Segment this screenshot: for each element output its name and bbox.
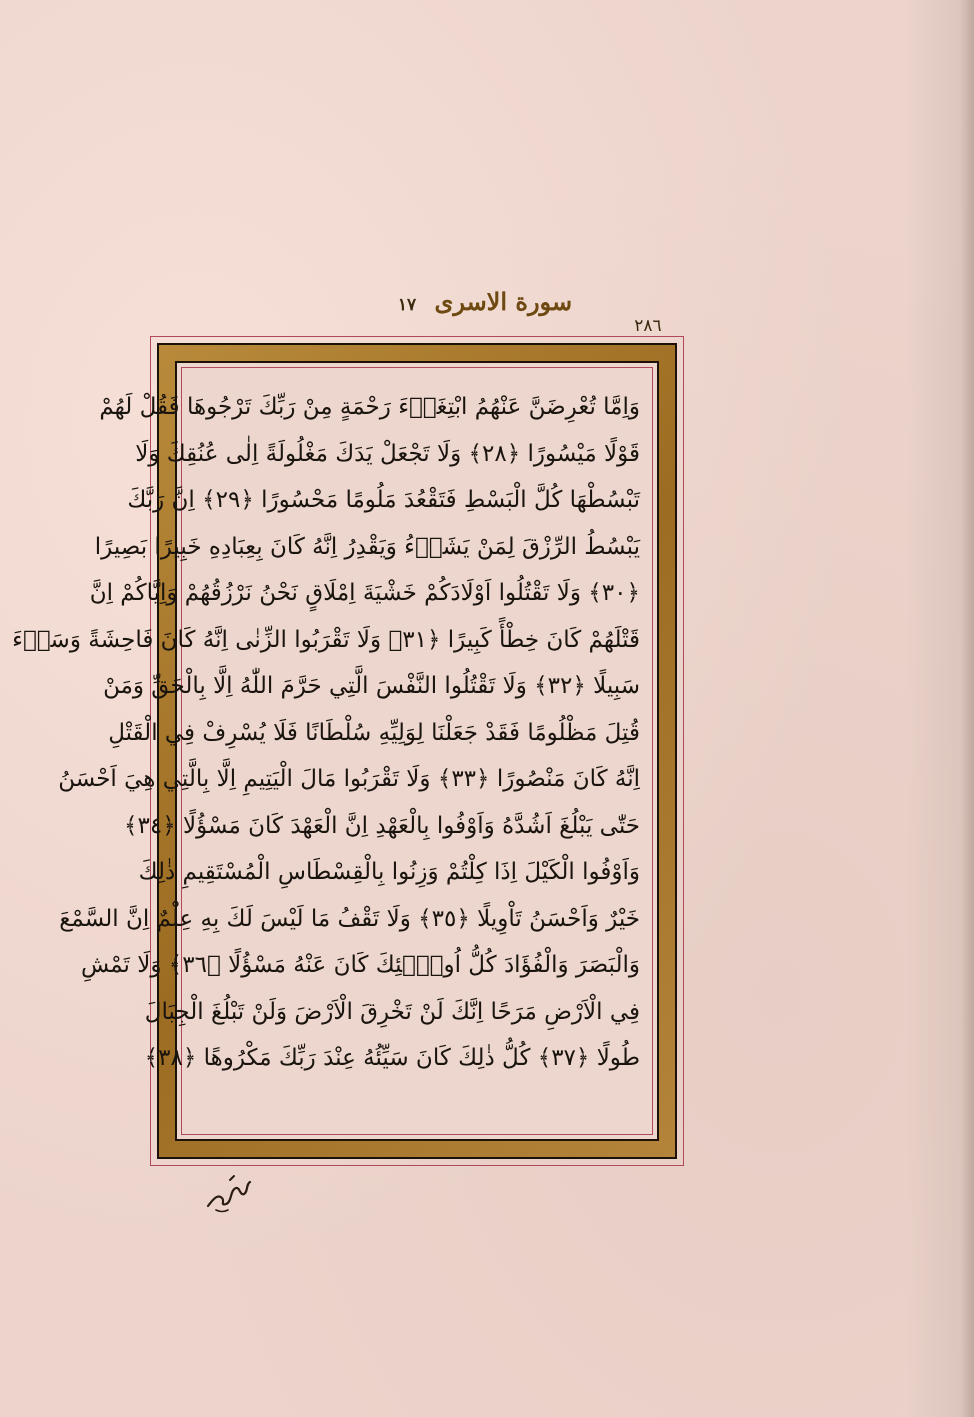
verse-line: وَاَوْفُوا الْكَيْلَ اِذَا كِلْتُمْ وَزِنُوا بِالْقِسْطَاسِ الْمُسْتَقِيمِ ذٰلِكَ xyxy=(138,859,640,885)
verse-text-block xyxy=(12,384,640,1128)
verse-line: فِي الْاَرْضِ مَرَحًا اِنَّكَ لَنْ تَخْرِقَ الْاَرْضَ وَلَنْ تَبْلُغَ الْجِبَالَ xyxy=(144,998,640,1025)
verse-line: اِنَّهُ كَانَ مَنْصُورًا ﴿٣٣﴾ وَلَا تَقْرَبُوا مَالَ الْيَتِيمِ اِلَّا بِالَّتِي هِيَ اَحْسَنُ xyxy=(58,766,640,792)
verse-line: وَالْبَصَرَ وَالْفُؤَادَ كُلُّ اُولٰۤئِكَ كَانَ عَنْهُ مَسْؤُلًا ﴿٣٦﴾ وَلَا تَمْشِ xyxy=(80,952,640,978)
verse-line: سَبِيلًا ﴿٣٢﴾ وَلَا تَقْتُلُوا النَّفْسَ الَّتِي حَرَّمَ اللّٰهُ اِلَّا بِالْحَقِّ وَمَنْ xyxy=(103,673,640,699)
surah-name: سورة الاسرى xyxy=(434,287,573,316)
verse-line: قَتْلَهُمْ كَانَ خِطْأً كَبِيرًا ﴿٣١﴾ وَلَا تَقْرَبُوا الزِّنٰى اِنَّهُ كَانَ فَاحِشَةً وَسَاۤءَ xyxy=(12,626,640,653)
verse-line: خَيْرٌ وَاَحْسَنُ تَاْوِيلًا ﴿٣٥﴾ وَلَا تَقْفُ مَا لَيْسَ لَكَ بِهِ عِلْمٌ اِنَّ السَّمْعَ xyxy=(59,905,640,932)
verse-line: طُولًا ﴿٣٧﴾ كُلُّ ذٰلِكَ كَانَ سَيِّئُهُ عِنْدَ رَبِّكَ مَكْرُوهًا ﴿٣٨﴾ xyxy=(144,1045,640,1071)
verse-line: قُتِلَ مَظْلُومًا فَقَدْ جَعَلْنَا لِوَلِيِّهِ سُلْطَانًا فَلَا يُسْرِفْ فِي الْقَتْلِ xyxy=(108,719,640,746)
verse-line: يَبْسُطُ الرِّزْقَ لِمَنْ يَشَاۤءُ وَيَقْدِرُ اِنَّهُ كَانَ بِعِبَادِهِ خَبِيرًا بَصِيرًا xyxy=(94,533,640,560)
surah-number: ١٧ xyxy=(397,295,417,315)
page-edge-shadow xyxy=(960,0,974,1417)
calligrapher-signature-mark xyxy=(200,1168,260,1218)
verse-line: حَتّٰى يَبْلُغَ اَشُدَّهُ وَاَوْفُوا بِالْعَهْدِ اِنَّ الْعَهْدَ كَانَ مَسْؤُلًا ﴿٣٤﴾ xyxy=(124,812,640,839)
surah-header xyxy=(340,282,630,322)
verse-line: قَوْلًا مَيْسُورًا ﴿٢٨﴾ وَلَا تَجْعَلْ يَدَكَ مَغْلُولَةً اِلٰى عُنُقِكَ وَلَا xyxy=(135,440,640,467)
verse-line: وَاِمَّا تُعْرِضَنَّ عَنْهُمُ ابْتِغَاۤءَ رَحْمَةٍ مِنْ رَبِّكَ تَرْجُوهَا فَقُلْ لَهُمْ xyxy=(99,394,640,420)
verse-line: تَبْسُطْهَا كُلَّ الْبَسْطِ فَتَقْعُدَ مَلُومًا مَحْسُورًا ﴿٢٩﴾ اِنَّ رَبَّكَ xyxy=(127,487,640,513)
verse-line: ﴿٣٠﴾ وَلَا تَقْتُلُوا اَوْلَادَكُمْ خَشْيَةَ اِمْلَاقٍ نَحْنُ نَرْزُقُهُمْ وَاِيَّاكُمْ اِنَّ xyxy=(89,580,640,606)
page-number: ٢٨٦ xyxy=(634,316,662,336)
